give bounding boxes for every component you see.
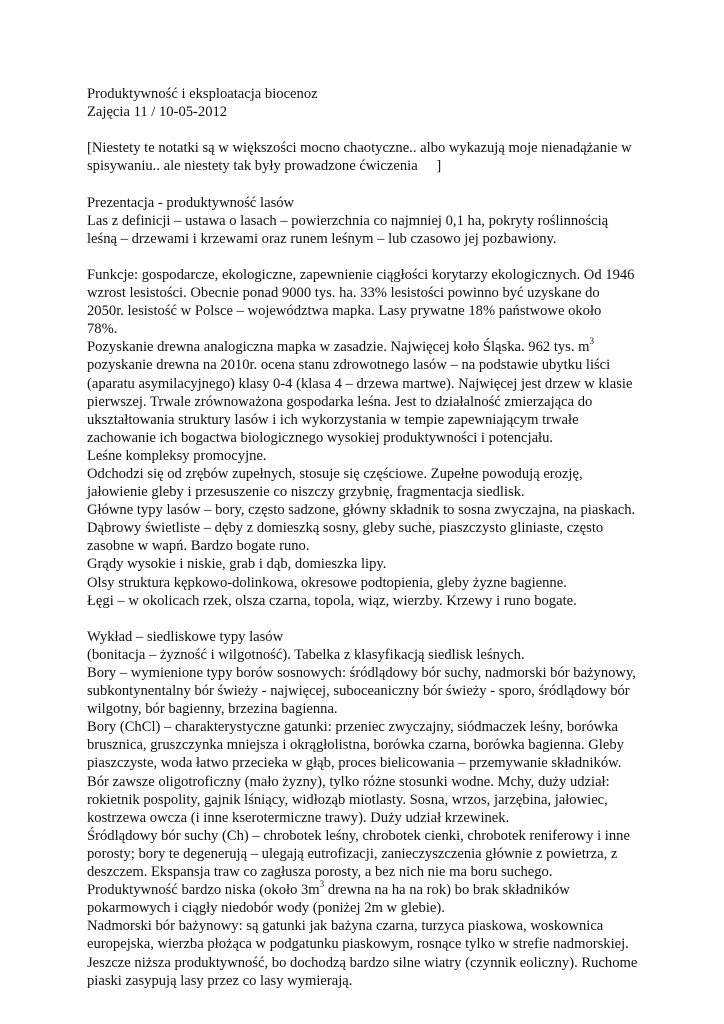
text-line: Jeszcze niższa produktywność, bo dochodzą bardzo silne wiatry (czynnik eoliczny). Ruchome — [87, 954, 638, 971]
document-subtitle: Zajęcia 11 / 10-05-2012 — [87, 104, 228, 121]
text-line: zachowanie ich bogactwa biologicznego wysokiej produktywności i potencjału. — [87, 429, 554, 446]
superscript: 3 — [589, 336, 595, 347]
text-line: Grądy wysokie i niskie, grab i dąb, domieszka lipy. — [87, 556, 387, 573]
text-line: Funkcje: gospodarcze, ekologiczne, zapewnienie ciągłości korytarzy ekologicznych. Od 1946 — [87, 266, 635, 283]
text-line: Dąbrowy świetliste – dęby z domieszką sosny, gleby suche, piaszczysto gliniaste, często — [87, 520, 604, 537]
spacer — [87, 121, 647, 139]
text-line: jałowienie gleby i przesuszenie co niszczy grzybnię, fragmentacja siedlisk. — [87, 484, 525, 501]
text-line: pozyskanie drewna na 2010r. ocena stanu zdrowotnego lasów – na podstawie ubytku liści — [87, 357, 611, 374]
spacer — [87, 248, 647, 266]
text-line: Główne typy lasów – bory, często sadzone, główny składnik to sosna zwyczajna, na piaskach. — [87, 502, 636, 519]
section-heading: Prezentacja - produktywność lasów — [87, 194, 295, 211]
section-heading: Wykład – siedliskowe typy lasów — [87, 628, 284, 645]
text-line: wilgotny, bór bagienny, brzezina bagienna. — [87, 701, 338, 718]
text-line: (aparatu asymilacyjnego) klasy 0-4 (klasa 4 – drzewa martwe). Najwięcej jest drzew w klasie — [87, 375, 633, 392]
text-line-with-superscript — [87, 338, 647, 356]
text-line: rokietnik pospolity, gajnik lśniący, widłoząb miotlasty. Sosna, wrzos, jarzębina, jałowiec, — [87, 791, 608, 808]
text-line: Bory (ChCl) – charakterystyczne gatunki: przeniec zwyczajny, siódmaczek leśny, borówka — [87, 719, 618, 736]
text-line: piaski zasypują lasy przez co lasy wymierają. — [87, 972, 353, 989]
spacer — [87, 175, 647, 193]
text-line: 2050r. lesistość w Polsce – województwa mapka. Lasy prywatne 18% państwowe około — [87, 303, 602, 320]
section-presentation — [87, 194, 647, 248]
document-title: Produktywność i eksploatacja biocenoz — [87, 86, 318, 102]
text-line: Leśne kompleksy promocyjne. — [87, 447, 267, 464]
text-line: Bór zawsze oligotroficzny (mało żyzny), tylko różne stosunki wodne. Mchy, duży udział: — [87, 773, 610, 790]
text-line: deszczem. Ekspansja traw co zagłusza porosty, a bez nich nie ma boru suchego. — [87, 864, 553, 881]
note-paragraph — [87, 139, 647, 175]
text-line: (bonitacja – żyzność i wilgotność). Tabelka z klasyfikacją siedlisk leśnych. — [87, 646, 525, 663]
text-line: Olsy struktura kępkowo-dolinkowa, okresowe podtopienia, gleby żyzne bagienne. — [87, 574, 567, 591]
text-line: Łęgi – w okolicach rzek, olsza czarna, topola, wiąz, wierzby. Krzewy i runo bogate. — [87, 592, 577, 609]
text-line: ukształtowania struktury lasów i ich wykorzystania w tempie zapewniającym trwałe — [87, 411, 579, 428]
text-line: Nadmorski bór bażynowy: są gatunki jak bażyna czarna, turzyca piaskowa, woskownica — [87, 918, 604, 935]
spacer — [87, 610, 647, 628]
section-lecture — [87, 628, 647, 990]
text-line-with-superscript — [87, 881, 647, 899]
text-line: europejska, wierzba płożąca w podgatunku piaskowym, rosnące tylko w strefie nadmorskiej. — [87, 936, 629, 953]
text-line: subkontynentalny bór świeży - najwięcej, suboceaniczny bór świeży - sporo, śródlądowy bór — [87, 683, 630, 700]
text-line: pierwszej. Trwale zrównoważona gospodarka leśna. Jest to działalność zmierzająca do — [87, 393, 593, 410]
document-body — [87, 85, 647, 990]
text-line: zasobne w wapń. Bardzo bogate runo. — [87, 538, 310, 555]
text-line: Bory – wymienione typy borów sosnowych: śródlądowy bór suchy, nadmorski bór bażynowy, — [87, 665, 636, 681]
text-line: piaszczyste, woda łatwo przecieka w głąb, proces bielicowania – przemywanie składników. — [87, 755, 622, 772]
text-fragment: drewna na ha na rok) bo brak składników — [324, 882, 570, 899]
note-line: spisywaniu.. ale niestety tak były prowadzone ćwiczenia ] — [87, 158, 427, 175]
header-block — [87, 85, 647, 121]
text-line: Odchodzi się od zrębów zupełnych, stosuje się częściowe. Zupełne powodują erozję, — [87, 465, 583, 482]
note-line: [Niestety te notatki są w większości mocno chaotyczne.. albo wykazują moje nienadążanie w — [87, 140, 632, 157]
text-line: Śródlądowy bór suchy (Ch) – chrobotek leśny, chrobotek cienki, chrobotek reniferowy i inne — [87, 827, 630, 844]
text-fragment: Pozyskanie drewna analogiczna mapka w zasadzie. Najwięcej koło Śląska. 962 tys. m — [87, 339, 590, 356]
text-line: 78%. — [87, 321, 118, 338]
superscript: 3 — [319, 879, 325, 890]
text-line: Las z definicji – ustawa o lasach – powierzchnia co najmniej 0,1 ha, pokryty roślinnością — [87, 212, 609, 229]
section-functions — [87, 266, 647, 610]
text-line: brusznica, gruszczynka mniejsza i okrągłolistna, borówka czarna, borówka bagienna. Gleby — [87, 737, 624, 754]
text-line: pokarmowych i ciągły niedobór wody (poniżej 2m w glebie). — [87, 900, 445, 917]
text-line: wzrost lesistości. Obecnie ponad 9000 tys. ha. 33% lesistości powinno być uzyskane do — [87, 285, 600, 302]
text-fragment: Produktywność bardzo niska (około 3m — [87, 882, 320, 899]
text-line: kostrzewa owcza (i inne kserotermiczne trawy). Duży udział krzewinek. — [87, 809, 510, 826]
text-line: leśną – drzewami i krzewami oraz runem leśnym – lub czasowo jej pozbawiony. — [87, 230, 557, 247]
text-line: porosty; bory te degenerują – ulegają eutrofizacji, zanieczyszczenia głównie z powietrza, z — [87, 845, 618, 862]
